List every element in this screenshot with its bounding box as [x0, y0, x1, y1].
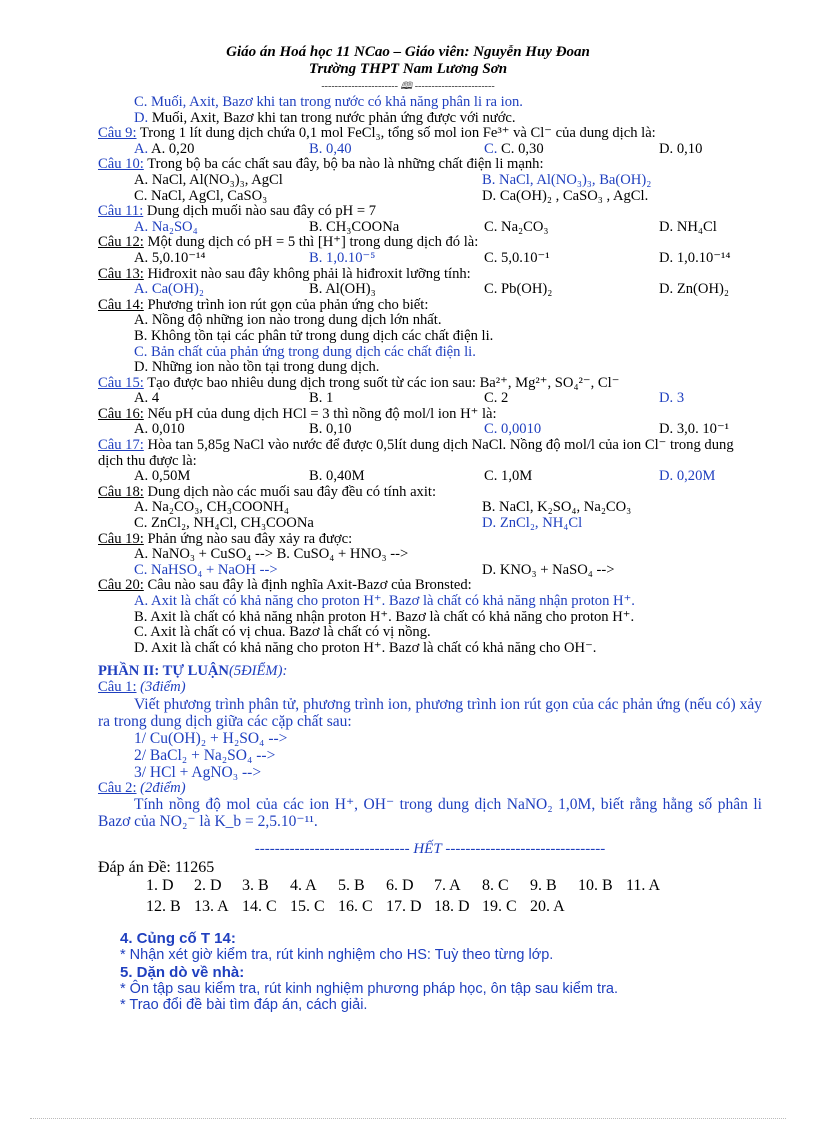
q19-options-row2: C. NaHSO₄ + NaOH --> D. KNO₃ + NaSO₄ -->	[134, 561, 615, 578]
answer-19: 19. C	[482, 898, 517, 916]
part2-q1-label: Câu 1: (3điểm)	[98, 678, 186, 695]
question-18: Câu 18: Dung dịch nào các muối sau đây đều có tính axit:	[98, 483, 437, 500]
question-16: Câu 16: Nếu pH của dung dịch HCl = 3 thì nồng độ mol/l ion H⁺ là:	[98, 405, 497, 422]
header-line-1: Giáo án Hoá học 11 NCao – Giáo viên: Nguyễn Huy Đoan	[226, 44, 590, 60]
question-17: Câu 17: Hòa tan 5,85g NaCl vào nước để được 0,5lít dung dịch NaCl. Nồng độ mol/l của ion Cl⁻ trong dung dịch thu được là:	[98, 437, 734, 469]
q18-options-row1: A. Na₂CO₃, CH₃COONH₄ B. NaCl, K₂SO₄, Na₂CO₃	[134, 499, 632, 516]
answer-6: 6. D	[386, 877, 414, 895]
q14-option-a: A. Nồng độ những ion nào trong dung dịch lớn nhất.	[134, 312, 442, 329]
q9-options: A. A. 0,20 B. 0,40 C. C. 0,30 D. 0,10	[134, 140, 703, 157]
q8-option-c: C. Muối, Axit, Bazơ khi tan trong nước có khả năng phân li ra ion.	[134, 94, 523, 110]
answer-5: 5. B	[338, 877, 365, 895]
document-body	[98, 95, 762, 1013]
question-13: Câu 13: Hiđroxit nào sau đây không phải là hiđroxit lưỡng tính:	[98, 265, 471, 282]
q10-options-row1: A. NaCl, Al(NO₃)₃, AgCl B. NaCl, Al(NO₃)₃, Ba(OH)₂	[134, 171, 652, 188]
question-15: Câu 15: Tạo được bao nhiêu dung dịch trong suốt từ các ion sau: Ba²⁺, Mg²⁺, SO₄²⁻, Cl⁻	[98, 374, 620, 391]
part2-q1-item-2: 2/ BaCl₂ + Na₂SO₄ -->	[134, 746, 276, 764]
q20-option-a: A. Axit là chất có khả năng cho proton H⁺. Bazơ là chất có khả năng nhận proton H⁺.	[134, 593, 635, 609]
question-20: Câu 20: Câu nào sau đây là định nghĩa Axit-Bazơ của Bronsted:	[98, 577, 472, 594]
section-5-note-2: * Trao đổi đề bài tìm đáp án, cách giải.	[120, 996, 368, 1013]
section-4-note: * Nhận xét giờ kiểm tra, rút kinh nghiệm cho HS: Tuỳ theo từng lớp.	[120, 946, 554, 963]
question-19: Câu 19: Phản ứng nào sau đây xảy ra được:	[98, 530, 353, 547]
q14-option-c: C. Bản chất của phản ứng trong dung dịch các chất điện li.	[134, 343, 476, 360]
answer-title: Đáp án Đề: 11265	[98, 858, 215, 876]
question-12: Câu 12: Một dung dịch có pH = 5 thì [H⁺] trong dung dịch đó là:	[98, 234, 479, 251]
part2-q1-item-3: 3/ HCl + AgNO₃ -->	[134, 763, 262, 781]
answer-8: 8. C	[482, 877, 509, 895]
page-header	[0, 44, 816, 95]
answer-13: 13. A	[194, 898, 229, 916]
q20-option-d: D. Axit là chất có khả năng cho proton H⁺. Bazơ là chất có khả năng cho OH⁻.	[134, 639, 597, 656]
answer-9: 9. B	[530, 877, 557, 895]
answer-4: 4. A	[290, 877, 317, 895]
question-11: Câu 11: Dung dịch muối nào sau đây có pH = 7	[98, 203, 377, 220]
header-line-2: Trường THPT Nam Lương Sơn	[308, 61, 508, 77]
answer-11: 11. A	[626, 877, 661, 895]
part2-q2-label: Câu 2: (2điểm)	[98, 779, 186, 796]
answer-2: 2. D	[194, 877, 222, 895]
answer-20: 20. A	[530, 898, 565, 916]
q14-option-b: B. Không tồn tại các phân tử trong dung dịch các chất điện li.	[134, 327, 494, 344]
answer-10: 10. B	[578, 877, 613, 895]
q18-options-row2: C. ZnCl₂, NH₄Cl, CH₃COONa D. ZnCl₂, NH₄Cl	[134, 515, 583, 532]
question-9: Câu 9: Trong 1 lít dung dịch chứa 0,1 mol FeCl₃, tổng số mol ion Fe³⁺ và Cl⁻ của dung dịch là:	[98, 125, 656, 142]
q19-options-row1: A. NaNO₃ + CuSO₄ --> B. CuSO₄ + HNO₃ -->	[134, 546, 409, 563]
answer-1: 1. D	[146, 877, 174, 895]
answer-12: 12. B	[146, 898, 181, 916]
part2-q1-item-1: 1/ Cu(OH)₂ + H₂SO₄ -->	[134, 729, 288, 747]
q20-option-b: B. Axit là chất có khả năng nhận proton H⁺. Bazơ là chất có khả năng cho proton H⁺.	[134, 608, 635, 625]
answer-row-1	[98, 875, 762, 896]
header-separator: ----------------------- 🕮 ------------------------	[321, 81, 495, 92]
q11-options: A. Na₂SO₄ B. CH₃COONa C. Na₂CO₃ D. NH₄Cl	[134, 218, 717, 235]
answer-row-2	[98, 896, 762, 917]
q13-options: A. Ca(OH)₂ B. Al(OH)₃ C. Pb(OH)₂ D. Zn(OH)₂	[134, 281, 729, 298]
answer-14: 14. C	[242, 898, 277, 916]
answer-3: 3. B	[242, 877, 269, 895]
q17-options: A. 0,50M B. 0,40M C. 1,0M D. 0,20M	[134, 468, 716, 485]
part2-title: PHẦN II: TỰ LUẬN(5ĐIỂM):	[98, 663, 288, 680]
part2-q1-text: Viết phương trình phân tử, phương trình ion, phương trình ion rút gọn của các phản ứng (nếu có) xảy ra trong dung dịch giữa các cặp chất sau:	[98, 695, 762, 730]
q16-options: A. 0,010 B. 0,10 C. 0,0010 D. 3,0. 10⁻¹	[134, 421, 730, 438]
page-bottom-rule	[30, 1118, 786, 1119]
answer-18: 18. D	[434, 898, 470, 916]
answer-16: 16. C	[338, 898, 373, 916]
q8-option-d: D. Muối, Axit, Bazơ khi tan trong nước phản ứng được với nước.	[134, 109, 516, 126]
q15-options: A. 4 B. 1 C. 2 D. 3	[134, 390, 685, 407]
q14-option-d: D. Những ion nào tồn tại trong dung dịch.	[134, 359, 380, 376]
q20-option-c: C. Axit là chất có vị chua. Bazơ là chất có vị nồng.	[134, 624, 431, 641]
section-5-title: 5. Dặn dò về nhà:	[120, 963, 245, 981]
part2-q2-text: Tính nồng độ mol của các ion H⁺, OH⁻ trong dung dịch NaNO₂ 1,0M, biết rằng hằng số phân li Bazơ của NO₂⁻ là K_b = 2,5.10⁻¹¹.	[98, 796, 762, 831]
section-5-note-1: * Ôn tập sau kiểm tra, rút kinh nghiệm phương pháp học, ôn tập sau kiểm tra.	[120, 980, 618, 997]
question-10: Câu 10: Trong bộ ba các chất sau đây, bộ ba nào là những chất điện li mạnh:	[98, 156, 544, 173]
answer-7: 7. A	[434, 877, 461, 895]
q10-options-row2: C. NaCl, AgCl, CaSO₃ D. Ca(OH)₂ , CaSO₃ , AgCl.	[134, 187, 649, 204]
end-marker: ------------------------------- HẾT --------------------------------	[254, 841, 606, 858]
answer-15: 15. C	[290, 898, 325, 916]
question-14: Câu 14: Phương trình ion rút gọn của phản ứng cho biết:	[98, 296, 429, 313]
q12-options: A. 5,0.10⁻¹⁴ B. 1,0.10⁻⁵ C. 5,0.10⁻¹ D. 1,0.10⁻¹⁴	[134, 249, 731, 266]
section-4-title: 4. Củng cố T 14:	[120, 930, 236, 948]
answer-17: 17. D	[386, 898, 422, 916]
